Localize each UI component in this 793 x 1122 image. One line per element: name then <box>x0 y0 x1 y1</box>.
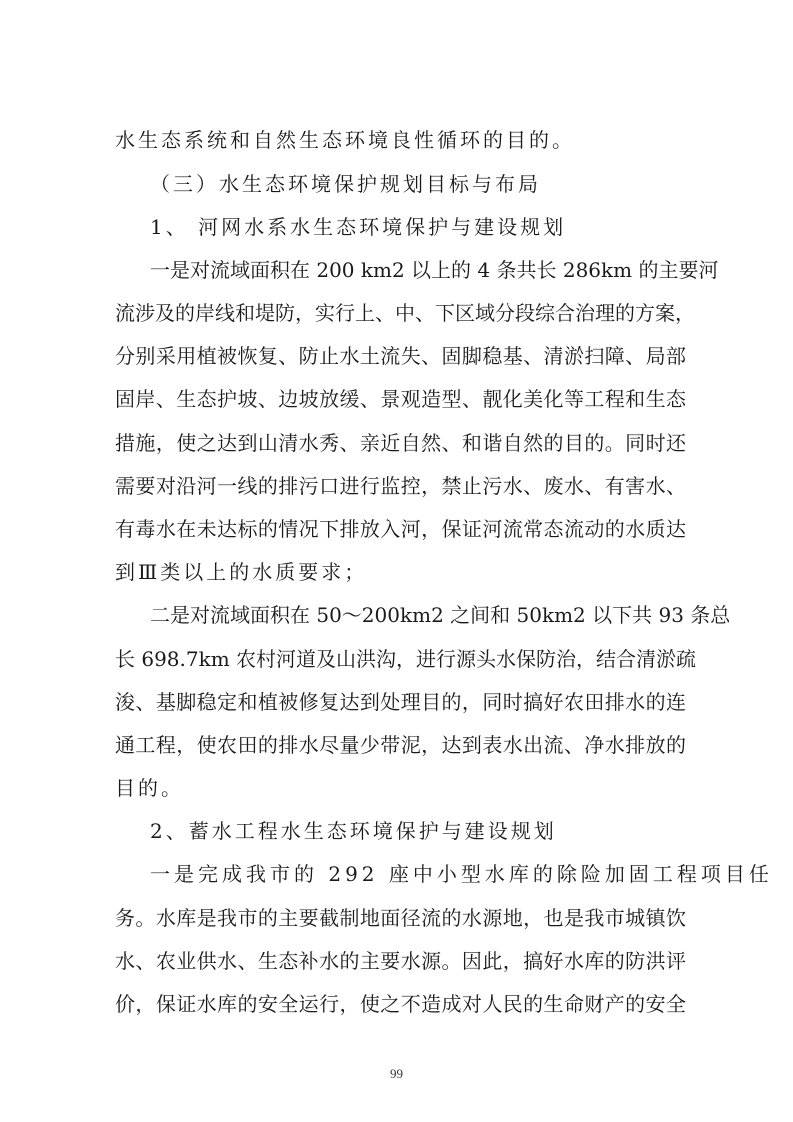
section-heading: （三）水生态环境保护规划目标与布局 <box>150 172 541 196</box>
paragraph-line: 二是对流域面积在 50～200km2 之间和 50km2 以下共 93 条总 <box>150 603 731 627</box>
paragraph-line: 措施，使之达到山清水秀、亲近自然、和谐自然的目的。同时还 <box>115 431 686 455</box>
paragraph-line: 目的。 <box>115 776 184 800</box>
paragraph-line: 通工程，使农田的排水尽量少带泥，达到表水出流、净水排放的 <box>115 733 686 757</box>
paragraph-line: 流涉及的岸线和堤防，实行上、中、下区域分段综合治理的方案， <box>115 301 695 325</box>
paragraph-line: 价，保证水库的安全运行，使之不造成对人民的生命财产的安全 <box>115 992 686 1016</box>
subsection-heading: 1、 河网水系水生态环境保护与建设规划 <box>150 215 567 239</box>
paragraph-line: 水生态系统和自然生态环境良性循环的目的。 <box>115 128 575 152</box>
paragraph-line: 长 698.7km 农村河道及山洪沟，进行源头水保防治，结合清淤疏 <box>115 647 697 671</box>
paragraph-line: 浚、基脚稳定和植被修复达到处理目的，同时搞好农田排水的连 <box>115 690 686 714</box>
paragraph-line: 固岸、生态护坡、边坡放缓、景观造型、靓化美化等工程和生态 <box>115 387 686 411</box>
paragraph-line: 水、农业供水、生态补水的主要水源。因此，搞好水库的防洪评 <box>115 949 686 973</box>
paragraph-line: 一是对流域面积在 200 km2 以上的 4 条共长 286km 的主要河 <box>150 258 719 282</box>
paragraph-line: 有毒水在未达标的情况下排放入河，保证河流常态流动的水质达 <box>115 517 686 541</box>
paragraph-line: 分别采用植被恢复、防止水土流失、固脚稳基、清淤扫障、局部 <box>115 344 686 368</box>
paragraph-line: 务。水库是我市的主要截制地面径流的水源地，也是我市城镇饮 <box>115 906 686 930</box>
page-number: 99 <box>390 1066 403 1081</box>
subsection-heading: 2、蓄水工程水生态环境保护与建设规划 <box>150 819 557 843</box>
paragraph-line: 到Ⅲ类以上的水质要求； <box>115 560 368 584</box>
paragraph-line: 需要对沿河一线的排污口进行监控，禁止污水、废水、有害水、 <box>115 474 686 498</box>
paragraph-line: 一是完成我市的 292 座中小型水库的除险加固工程项目任 <box>150 862 773 886</box>
